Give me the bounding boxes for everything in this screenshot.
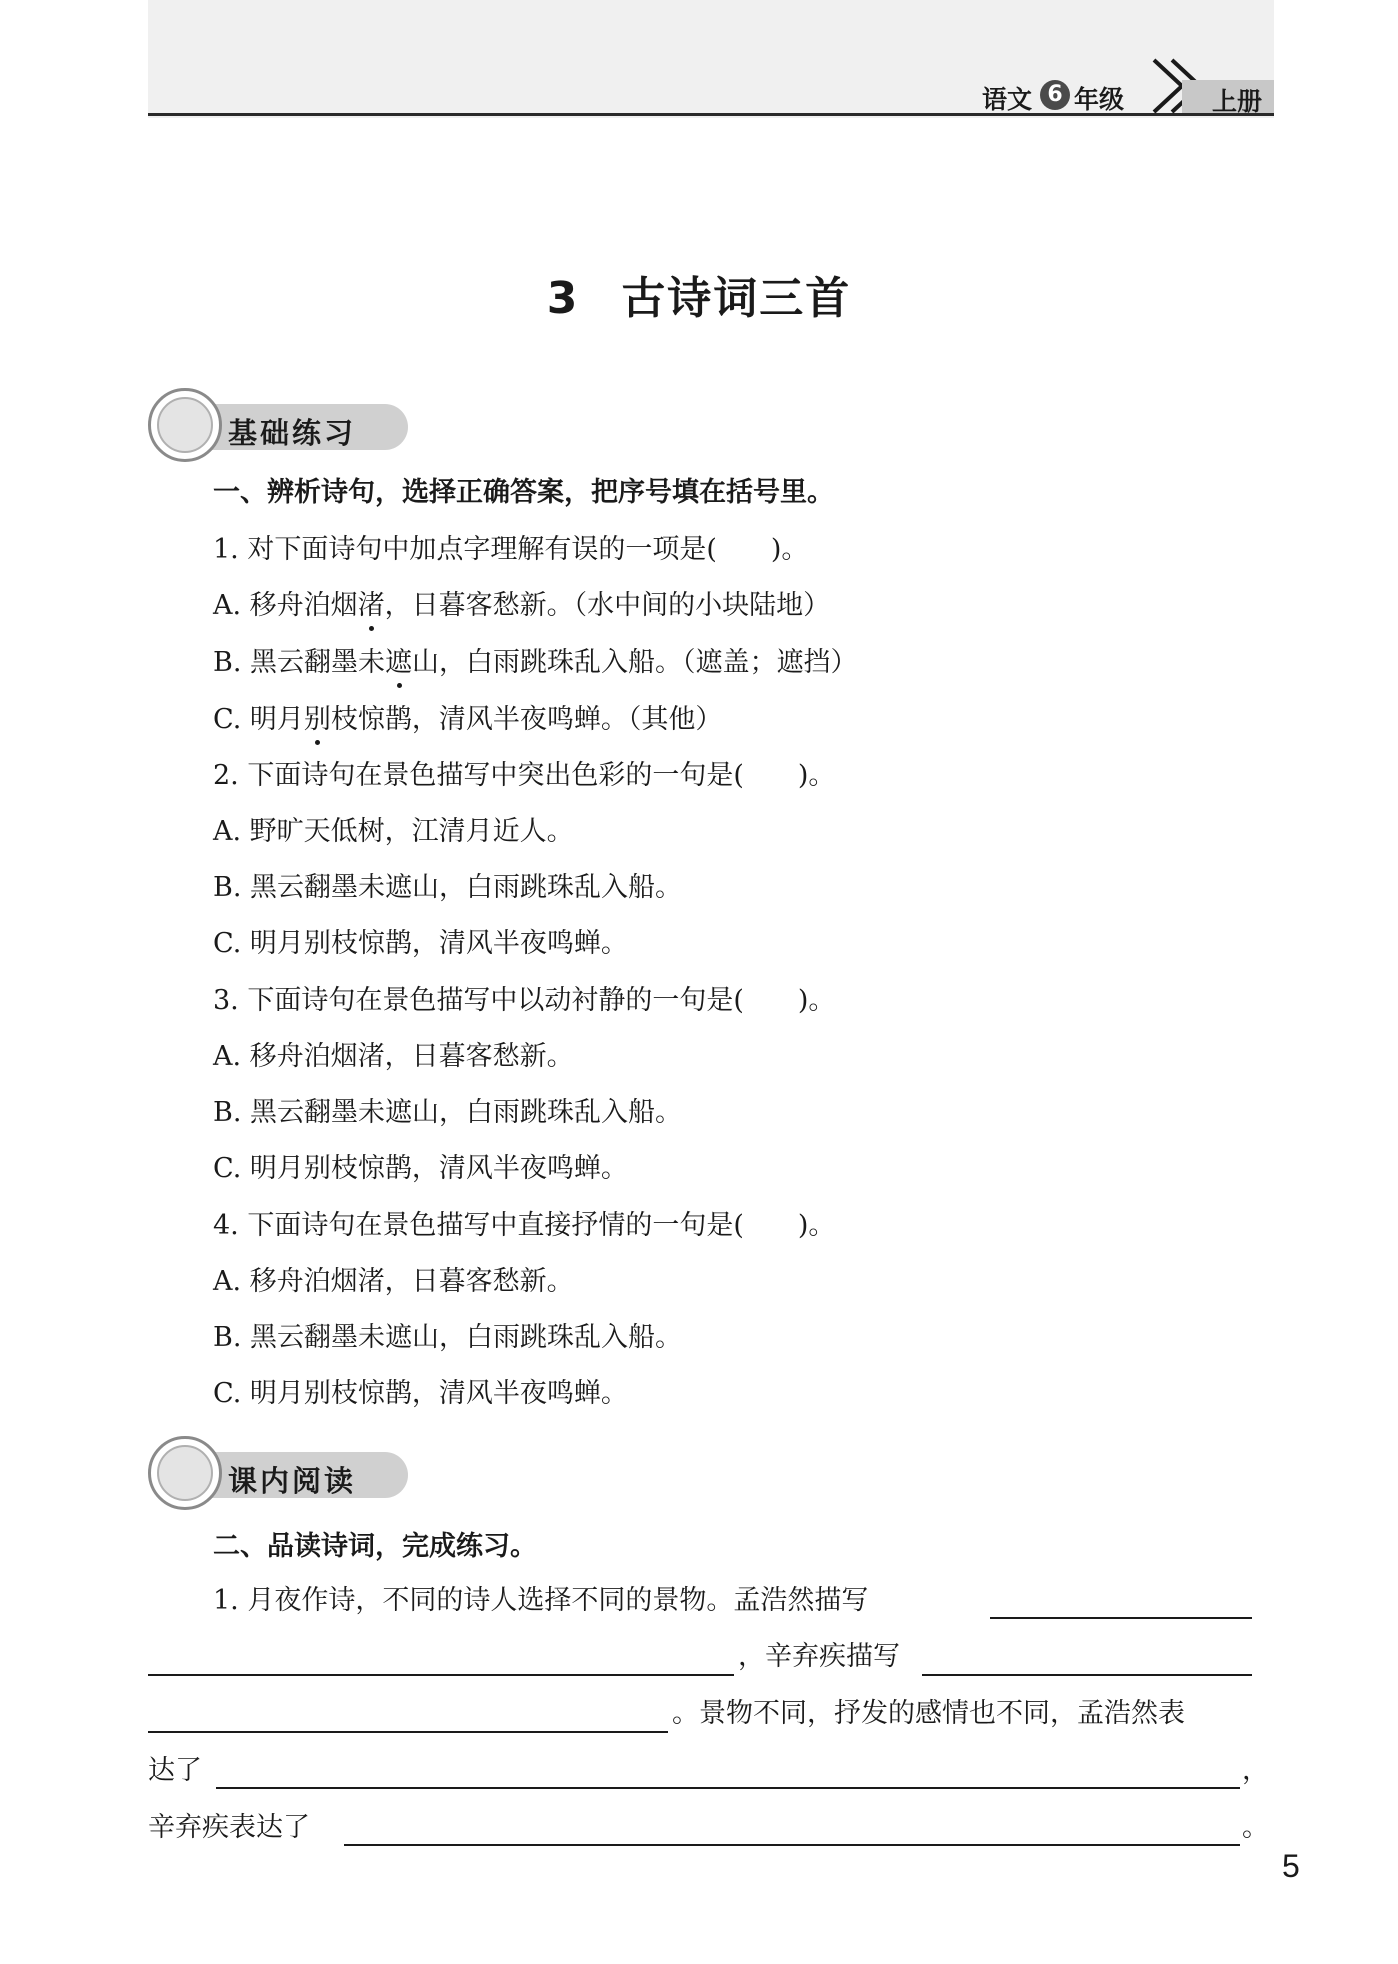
fill-line-4-end: ， xyxy=(1242,1755,1269,1786)
q4-option-b: B. 黑云翻墨未遮山，白雨跳珠乱入船。 xyxy=(213,1322,683,1353)
answer-blank[interactable] xyxy=(216,1787,1240,1789)
header-grade-number: 6 xyxy=(1040,80,1070,110)
q3-option-a: A. 移舟泊烟渚，日暮客愁新。 xyxy=(213,1041,574,1072)
answer-blank[interactable] xyxy=(344,1844,1240,1846)
section2-heading: 二、品读诗词，完成练习。 xyxy=(213,1531,537,1562)
cat-mascot-icon xyxy=(148,1436,222,1510)
answer-blank[interactable] xyxy=(148,1731,668,1733)
header-grade: 年级 xyxy=(1074,85,1125,114)
emphasis-dot-char: 遮 xyxy=(385,640,412,679)
q3-option-b: B. 黑云翻墨未遮山，白雨跳珠乱入船。 xyxy=(213,1097,683,1128)
answer-blank[interactable] xyxy=(990,1617,1252,1619)
lesson-title: 古诗词三首 xyxy=(621,273,852,324)
emphasis-dot-char: 渚 xyxy=(358,583,385,622)
q2-stem: 2. 下面诗句在景色描写中突出色彩的一句是( )。 xyxy=(213,760,836,791)
answer-blank[interactable] xyxy=(148,1674,734,1676)
fill-line-3: 。景物不同，抒发的感情也不同，孟浩然表 xyxy=(672,1698,1185,1729)
q2-option-b: B. 黑云翻墨未遮山，白雨跳珠乱入船。 xyxy=(213,872,683,903)
fill-line-4-start: 达了 xyxy=(148,1755,202,1786)
q3-option-c: C. 明月别枝惊鹊，清风半夜鸣蝉。 xyxy=(213,1153,628,1184)
q1-option-a: A. 移舟泊烟渚，日暮客愁新。（水中间的小块陆地） xyxy=(213,583,830,622)
banner-label: 课内阅读 xyxy=(228,1464,357,1498)
q2-option-a: A. 野旷天低树，江清月近人。 xyxy=(213,816,574,847)
header-volume: 上册 xyxy=(1212,87,1263,116)
fill-line-2: ，辛弃疾描写 xyxy=(738,1641,900,1672)
q3-stem: 3. 下面诗句在景色描写中以动衬静的一句是( )。 xyxy=(213,985,836,1016)
cat-mascot-icon xyxy=(148,388,222,462)
fill-line-5-end: 。 xyxy=(1242,1812,1269,1843)
header-subject: 语文 xyxy=(982,85,1033,114)
banner-label: 基础练习 xyxy=(228,416,357,450)
answer-blank[interactable] xyxy=(922,1674,1252,1676)
q1-stem: 1. 对下面诗句中加点字理解有误的一项是( )。 xyxy=(213,534,809,565)
q4-stem: 4. 下面诗句在景色描写中直接抒情的一句是( )。 xyxy=(213,1210,836,1241)
fill-line-1: 1. 月夜作诗，不同的诗人选择不同的景物。孟浩然描写 xyxy=(213,1585,869,1616)
fill-line-5-start: 辛弃疾表达了 xyxy=(148,1812,310,1843)
q1-option-c: C. 明月别枝惊鹊，清风半夜鸣蝉。（其他） xyxy=(213,697,722,736)
section1-heading: 一、辨析诗句，选择正确答案，把序号填在括号里。 xyxy=(213,477,834,508)
section-banner-basic-practice xyxy=(148,386,410,464)
q4-option-c: C. 明月别枝惊鹊，清风半夜鸣蝉。 xyxy=(213,1378,628,1409)
lesson-number: 3 xyxy=(546,273,580,324)
page-title xyxy=(0,262,1398,326)
section-banner-in-class-reading xyxy=(148,1434,410,1512)
page-number: 5 xyxy=(1282,1848,1300,1884)
q4-option-a: A. 移舟泊烟渚，日暮客愁新。 xyxy=(213,1266,574,1297)
q1-option-b: B. 黑云翻墨未遮山，白雨跳珠乱入船。（遮盖；遮挡） xyxy=(213,640,858,679)
q2-option-c: C. 明月别枝惊鹊，清风半夜鸣蝉。 xyxy=(213,928,628,959)
emphasis-dot-char: 别 xyxy=(304,697,331,736)
